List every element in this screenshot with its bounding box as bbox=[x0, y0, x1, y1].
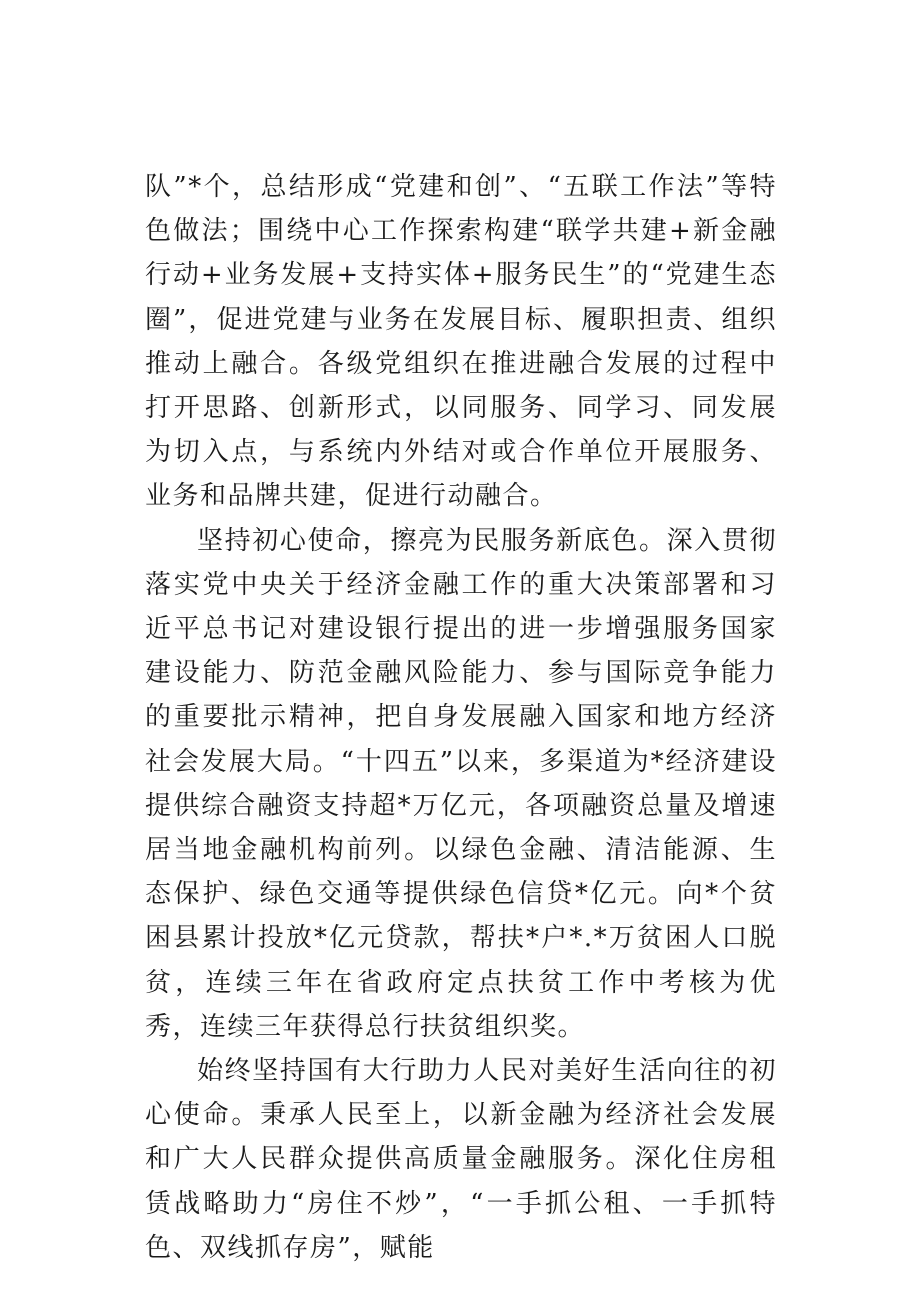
paragraph-party-building-integration: 队”*个，总结形成“党建和创”、“五联工作法”等特色做法；围绕中心工作探索构建“联学共建+新金融行动+业务发展+支持实体+服务民生”的“党建生态圈”，促进党建与业务在发展目标、履职担责、组织推动上融合。各级党组织在推进融合发展的过程中打开思路、创新形式，以同服务、同学习、同发展为切入点，与系统内外结对或合作单位开展服务、业务和品牌共建，促进行动融合。 bbox=[145, 172, 777, 512]
document-body bbox=[145, 165, 777, 1270]
paragraph-people-better-life: 始终坚持国有大行助力人民对美好生活向往的初心使命。秉承人民至上，以新金融为经济社会发展和广大人民群众提供高质量金融服务。深化住房租赁战略助力“房住不炒”，“一手抓公租、一手抓特色、双线抓存房”，赋能 bbox=[145, 1056, 777, 1263]
paragraph-original-mission-service: 坚持初心使命，擦亮为民服务新底色。深入贯彻落实党中央关于经济金融工作的重大决策部署和习近平总书记对建设银行提出的进一步增强服务国家建设能力、防范金融风险能力、参与国际竞争能力的重要批示精神，把自身发展融入国家和地方经济社会发展大局。“十四五”以来，多渠道为*经济建设提供综合融资支持超*万亿元，各项融资总量及增速居当地金融机构前列。以绿色金融、清洁能源、生态保护、绿色交通等提供绿色信贷*亿元。向*个贫困县累计投放*亿元贷款，帮扶*户*.*万贫困人口脱贫，连续三年在省政府定点扶贫工作中考核为优秀，连续三年获得总行扶贫组织奖。 bbox=[145, 525, 777, 1042]
